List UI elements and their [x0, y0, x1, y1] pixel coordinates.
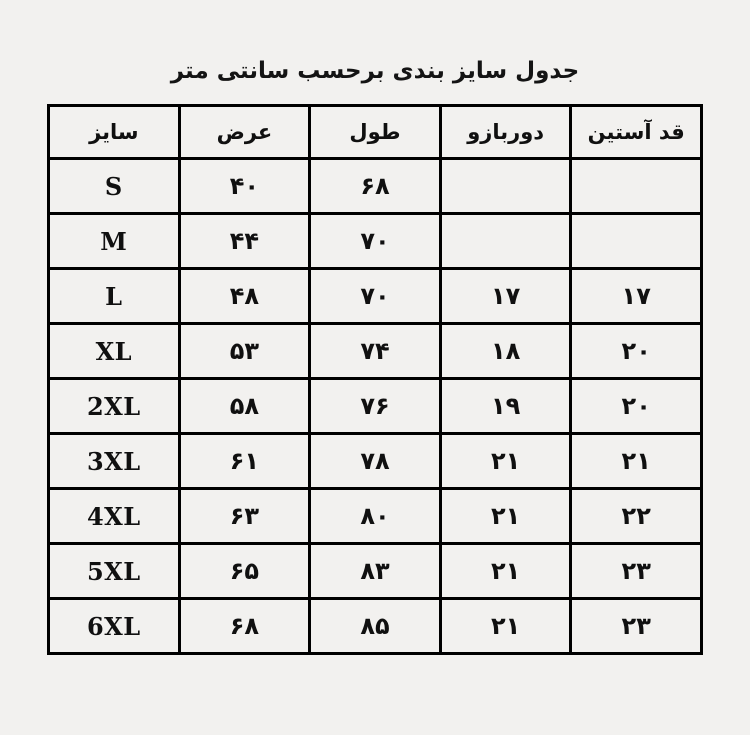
column-header-width: عرض — [179, 106, 310, 159]
cell-size: XL — [49, 324, 180, 379]
cell-width: ۴۴ — [179, 214, 310, 269]
cell-width: ۵۳ — [179, 324, 310, 379]
cell-arm-circumference: ۱۷ — [440, 269, 571, 324]
table-header — [49, 106, 702, 159]
cell-length: ۸۵ — [310, 599, 441, 654]
size-table — [47, 104, 703, 655]
cell-width: ۶۵ — [179, 544, 310, 599]
cell-width: ۶۱ — [179, 434, 310, 489]
column-header-sleeve-length: قد آستین — [571, 106, 702, 159]
cell-size: 5XL — [49, 544, 180, 599]
cell-length: ۷۸ — [310, 434, 441, 489]
cell-width: ۴۰ — [179, 159, 310, 214]
table-row — [49, 269, 702, 324]
size-table-container — [47, 104, 703, 655]
table-row — [49, 599, 702, 654]
cell-sleeve-length: ۱۷ — [571, 269, 702, 324]
cell-arm-circumference: ۲۱ — [440, 489, 571, 544]
table-row — [49, 324, 702, 379]
cell-arm-circumference: ۲۱ — [440, 599, 571, 654]
cell-sleeve-length: ۲۳ — [571, 544, 702, 599]
cell-width: ۴۸ — [179, 269, 310, 324]
table-row — [49, 434, 702, 489]
cell-sleeve-length: ۲۰ — [571, 379, 702, 434]
cell-length: ۷۴ — [310, 324, 441, 379]
table-row — [49, 159, 702, 214]
cell-arm-circumference: ۱۸ — [440, 324, 571, 379]
column-header-length: طول — [310, 106, 441, 159]
cell-arm-circumference: ۲۱ — [440, 434, 571, 489]
table-body — [49, 159, 702, 654]
cell-size: 4XL — [49, 489, 180, 544]
table-row — [49, 379, 702, 434]
table-row — [49, 214, 702, 269]
column-header-size: سایز — [49, 106, 180, 159]
cell-arm-circumference: ۱۹ — [440, 379, 571, 434]
table-row — [49, 544, 702, 599]
cell-length: ۸۰ — [310, 489, 441, 544]
page-title: جدول سایز بندی برحسب سانتی متر — [170, 58, 580, 84]
cell-sleeve-length: ۲۱ — [571, 434, 702, 489]
cell-length: ۸۳ — [310, 544, 441, 599]
cell-size: S — [49, 159, 180, 214]
cell-size: L — [49, 269, 180, 324]
column-header-arm-circumference: دوربازو — [440, 106, 571, 159]
cell-size: M — [49, 214, 180, 269]
cell-sleeve-length: ۲۳ — [571, 599, 702, 654]
cell-size: 3XL — [49, 434, 180, 489]
cell-width: ۵۸ — [179, 379, 310, 434]
table-header-row — [49, 106, 702, 159]
cell-size: 2XL — [49, 379, 180, 434]
cell-arm-circumference — [440, 214, 571, 269]
cell-sleeve-length — [571, 214, 702, 269]
cell-sleeve-length — [571, 159, 702, 214]
cell-width: ۶۳ — [179, 489, 310, 544]
cell-size: 6XL — [49, 599, 180, 654]
cell-length: ۷۰ — [310, 214, 441, 269]
cell-length: ۶۸ — [310, 159, 441, 214]
cell-sleeve-length: ۲۰ — [571, 324, 702, 379]
table-row — [49, 489, 702, 544]
cell-width: ۶۸ — [179, 599, 310, 654]
cell-sleeve-length: ۲۲ — [571, 489, 702, 544]
cell-arm-circumference: ۲۱ — [440, 544, 571, 599]
cell-length: ۷۶ — [310, 379, 441, 434]
cell-arm-circumference — [440, 159, 571, 214]
cell-length: ۷۰ — [310, 269, 441, 324]
